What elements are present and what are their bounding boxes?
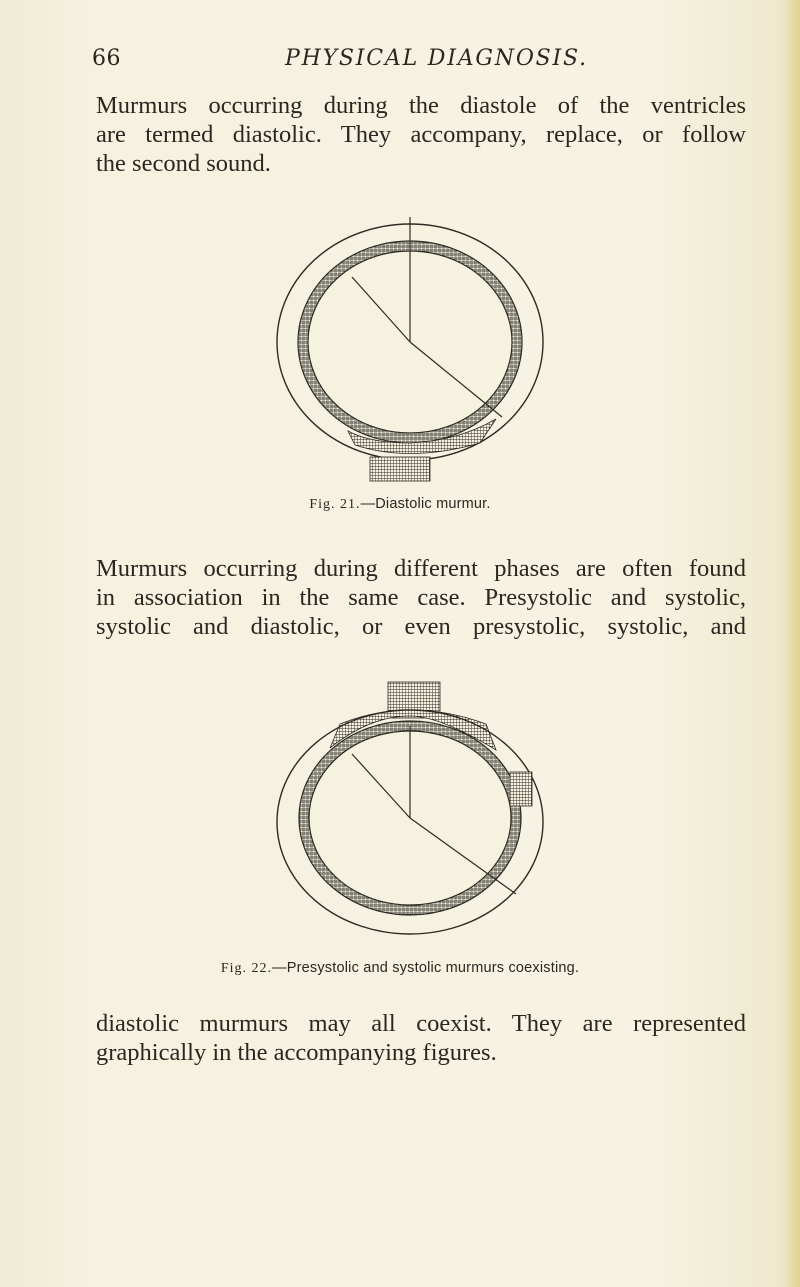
running-head: PHYSICAL DIAGNOSIS. (285, 46, 588, 71)
paragraph-line: are termed diastolic. They accompany, replace, or follow (96, 121, 746, 148)
figure-21-caption (0, 496, 800, 513)
figure-22-label: Fig. 22. (220, 961, 273, 976)
paragraph-line: diastolic murmurs may all coexist. They are represented (96, 1010, 746, 1037)
page-header (0, 40, 800, 80)
figure-22-presystolic-systolic-murmur-diagram (270, 680, 560, 950)
figure-22-caption (0, 960, 800, 977)
paragraph-line: Murmurs occurring during different phases are often found (96, 555, 746, 582)
figure-21-label: Fig. 21. (309, 497, 361, 512)
paragraph-line: in association in the same case. Presystolic and systolic, (96, 584, 746, 611)
paragraph-line: systolic and diastolic, or even presystolic, systolic, and (96, 613, 746, 640)
page-edge-shading (786, 0, 800, 1287)
page-number: 66 (92, 46, 121, 71)
figure-22-caption-text: —Presystolic and systolic murmurs coexisting. (272, 960, 580, 976)
paragraph-coexisting-murmurs (96, 1009, 746, 1067)
figure-21-caption-text: —Diastolic murmur. (360, 496, 491, 512)
paragraph-murmur-phases (96, 554, 746, 641)
systolic-murmur-side-grid (510, 772, 532, 806)
figure-21-diastolic-murmur-diagram (270, 205, 560, 485)
paragraph-line: the second sound. (96, 150, 271, 177)
paragraph-diastolic-murmurs (96, 91, 746, 178)
diastolic-murmur-grid (370, 457, 430, 481)
paragraph-line: graphically in the accompanying figures. (96, 1039, 497, 1066)
paragraph-line: Murmurs occurring during the diastole of the ventricles (96, 92, 746, 119)
